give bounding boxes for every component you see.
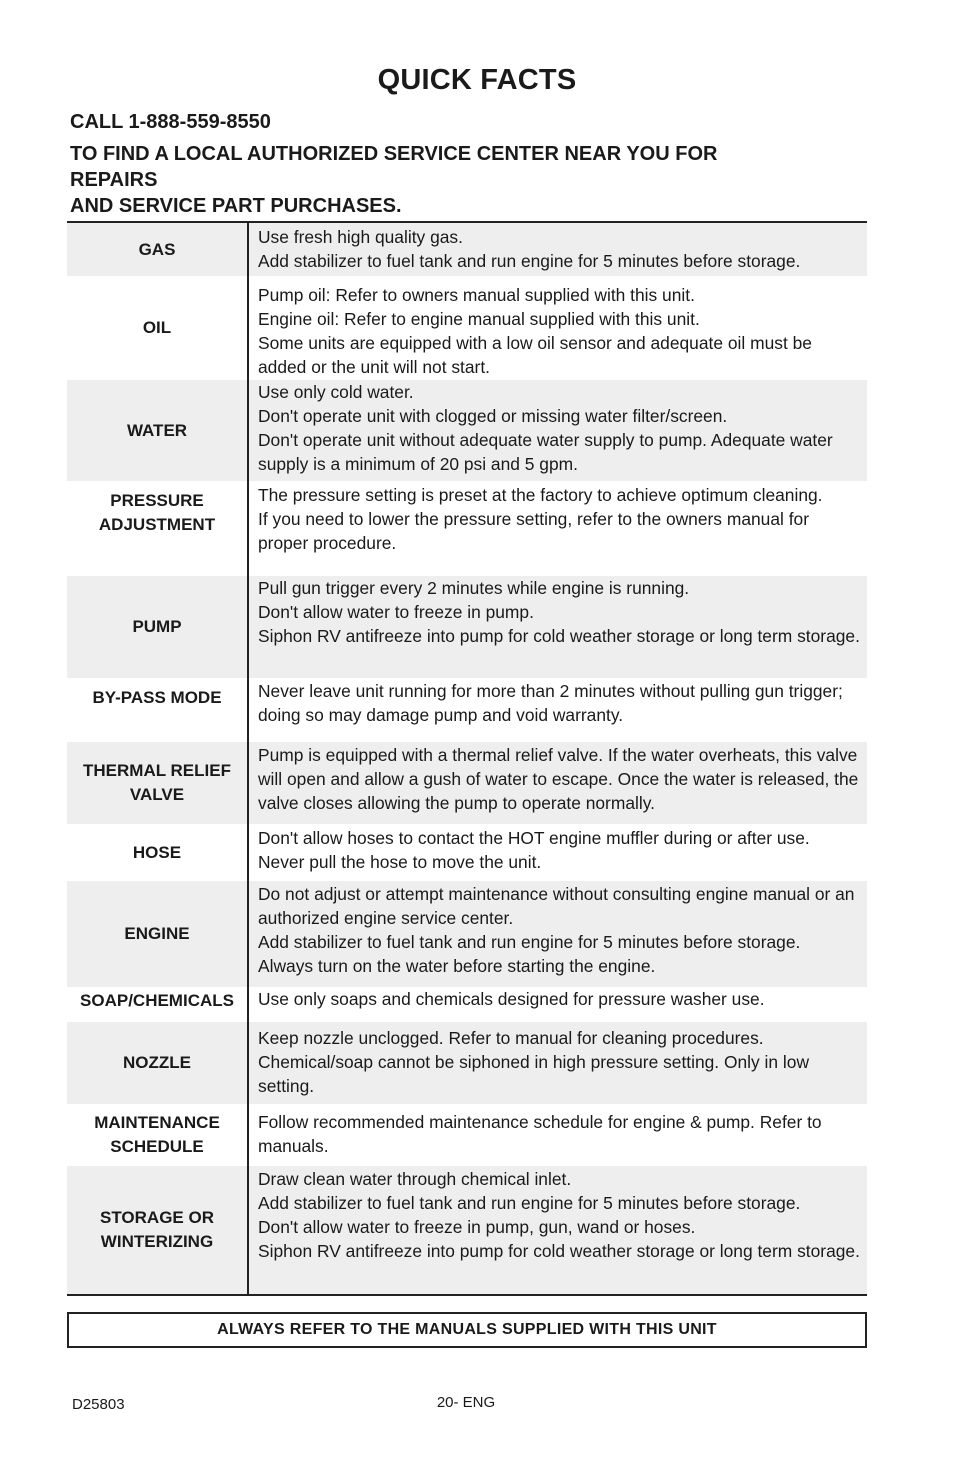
- description-line: The pressure setting is preset at the factory to achieve optimum cleaning.: [258, 485, 823, 505]
- table-row-maintenance-schedule: [67, 1104, 867, 1166]
- service-center-subheading: [70, 141, 870, 219]
- table-row-oil: [67, 276, 867, 380]
- table-row-water: [67, 380, 867, 481]
- row-label-text: BY-PASS MODE: [92, 688, 222, 707]
- row-label: GAS: [67, 223, 249, 276]
- row-description: [249, 1104, 867, 1166]
- description-line: If you need to lower the pressure setting, refer to the owners manual for proper procedure.: [258, 509, 809, 553]
- description-line: Use only soaps and chemicals designed for pressure washer use.: [258, 989, 765, 1009]
- row-label: [67, 481, 249, 576]
- description-line: Keep nozzle unclogged. Refer to manual for cleaning procedures.: [258, 1028, 764, 1048]
- description-line: Never leave unit running for more than 2 minutes without pulling gun trigger; doing so may damage pump and void warranty.: [258, 681, 843, 725]
- row-description: [249, 742, 867, 824]
- row-label-text: PRESSURE ADJUSTMENT: [98, 491, 216, 534]
- description-line: Don't allow water to freeze in pump, gun, wand or hoses.: [258, 1217, 696, 1237]
- description-line: Use only cold water.: [258, 382, 414, 402]
- table-row-storage-or-winterizing: [67, 1166, 867, 1294]
- description-line: Use fresh high quality gas.: [258, 227, 463, 247]
- table-row-thermal-relief-valve: [67, 742, 867, 824]
- row-label-text: SOAP/CHEMICALS: [80, 991, 234, 1010]
- table-row-pressure-adjustment: [67, 481, 867, 576]
- description-line: Some units are equipped with a low oil sensor and adequate oil must be added or the unit will not start.: [258, 333, 812, 377]
- row-description: [249, 824, 867, 881]
- row-label: OIL: [67, 276, 249, 380]
- row-label-text: STORAGE OR WINTERIZING: [100, 1208, 214, 1251]
- row-description: [249, 1166, 867, 1294]
- description-line: Don't operate unit with clogged or missing water filter/screen.: [258, 406, 728, 426]
- description-line: Always turn on the water before starting the engine.: [258, 956, 656, 976]
- row-label: [67, 987, 249, 1022]
- description-line: Add stabilizer to fuel tank and run engine for 5 minutes before storage.: [258, 1193, 801, 1213]
- table-row-pump: [67, 576, 867, 678]
- row-description: [249, 481, 867, 576]
- row-description: [249, 576, 867, 678]
- row-label: [67, 1166, 249, 1294]
- description-line: Add stabilizer to fuel tank and run engine for 5 minutes before storage.: [258, 251, 801, 271]
- subheading-line: AND SERVICE PART PURCHASES.: [70, 195, 402, 217]
- description-line: Don't allow hoses to contact the HOT engine muffler during or after use.: [258, 828, 810, 848]
- description-line: Do not adjust or attempt maintenance without consulting engine manual or an authorized engine service center.: [258, 884, 855, 928]
- row-label: [67, 742, 249, 824]
- row-description: [249, 881, 867, 987]
- row-description: [249, 276, 867, 380]
- table-row-engine: [67, 881, 867, 987]
- description-line: Draw clean water through chemical inlet.: [258, 1169, 572, 1189]
- table-row-gas: [67, 223, 867, 276]
- description-line: Don't operate unit without adequate water supply to pump. Adequate water supply is a minimum of 20 psi and 5 gpm.: [258, 430, 833, 474]
- description-line: Don't allow water to freeze in pump.: [258, 602, 534, 622]
- description-line: Pump is equipped with a thermal relief valve. If the water overheats, this valve will open and allow a gush of water to escape. Once the water is released, the valve closes allowing the pump to operate normally.: [258, 745, 859, 813]
- row-label: PUMP: [67, 576, 249, 678]
- description-line: Pull gun trigger every 2 minutes while engine is running.: [258, 578, 690, 598]
- row-description: [249, 223, 867, 276]
- description-line: Never pull the hose to move the unit.: [258, 852, 542, 872]
- description-line: Engine oil: Refer to engine manual supplied with this unit.: [258, 309, 700, 329]
- page-title: QUICK FACTS: [377, 64, 577, 96]
- description-line: Chemical/soap cannot be siphoned in high pressure setting. Only in low setting.: [258, 1052, 810, 1096]
- description-line: Follow recommended maintenance schedule for engine & pump. Refer to manuals.: [258, 1112, 822, 1156]
- row-description: [249, 380, 867, 481]
- table-row-hose: [67, 824, 867, 881]
- table-row-nozzle: [67, 1022, 867, 1104]
- call-phone-line: CALL 1-888-559-8550: [70, 111, 271, 133]
- row-label-text: THERMAL RELIEF VALVE: [83, 761, 231, 804]
- row-label: HOSE: [67, 824, 249, 881]
- row-label-text: MAINTENANCE SCHEDULE: [94, 1113, 220, 1156]
- row-label: [67, 678, 249, 742]
- description-line: Siphon RV antifreeze into pump for cold weather storage or long term storage.: [258, 1241, 860, 1261]
- document-id: D25803: [72, 1396, 125, 1413]
- row-description: [249, 1022, 867, 1104]
- description-line: Pump oil: Refer to owners manual supplied with this unit.: [258, 285, 695, 305]
- description-line: Add stabilizer to fuel tank and run engine for 5 minutes before storage.: [258, 932, 801, 952]
- page-number: 20- ENG: [436, 1394, 496, 1411]
- row-label: NOZZLE: [67, 1022, 249, 1104]
- subheading-line: REPAIRS: [70, 169, 158, 191]
- row-label: WATER: [67, 380, 249, 481]
- row-label: ENGINE: [67, 881, 249, 987]
- manuals-notice-box: ALWAYS REFER TO THE MANUALS SUPPLIED WITH THIS UNIT: [67, 1312, 867, 1348]
- table-row-by-pass-mode: [67, 678, 867, 742]
- subheading-line: TO FIND A LOCAL AUTHORIZED SERVICE CENTER NEAR YOU FOR: [70, 143, 718, 165]
- description-line: Siphon RV antifreeze into pump for cold weather storage or long term storage.: [258, 626, 860, 646]
- row-description: [249, 987, 867, 1022]
- row-label: [67, 1104, 249, 1166]
- row-description: [249, 678, 867, 742]
- table-row-soap-chemicals: [67, 987, 867, 1022]
- quick-facts-table: [67, 221, 867, 1296]
